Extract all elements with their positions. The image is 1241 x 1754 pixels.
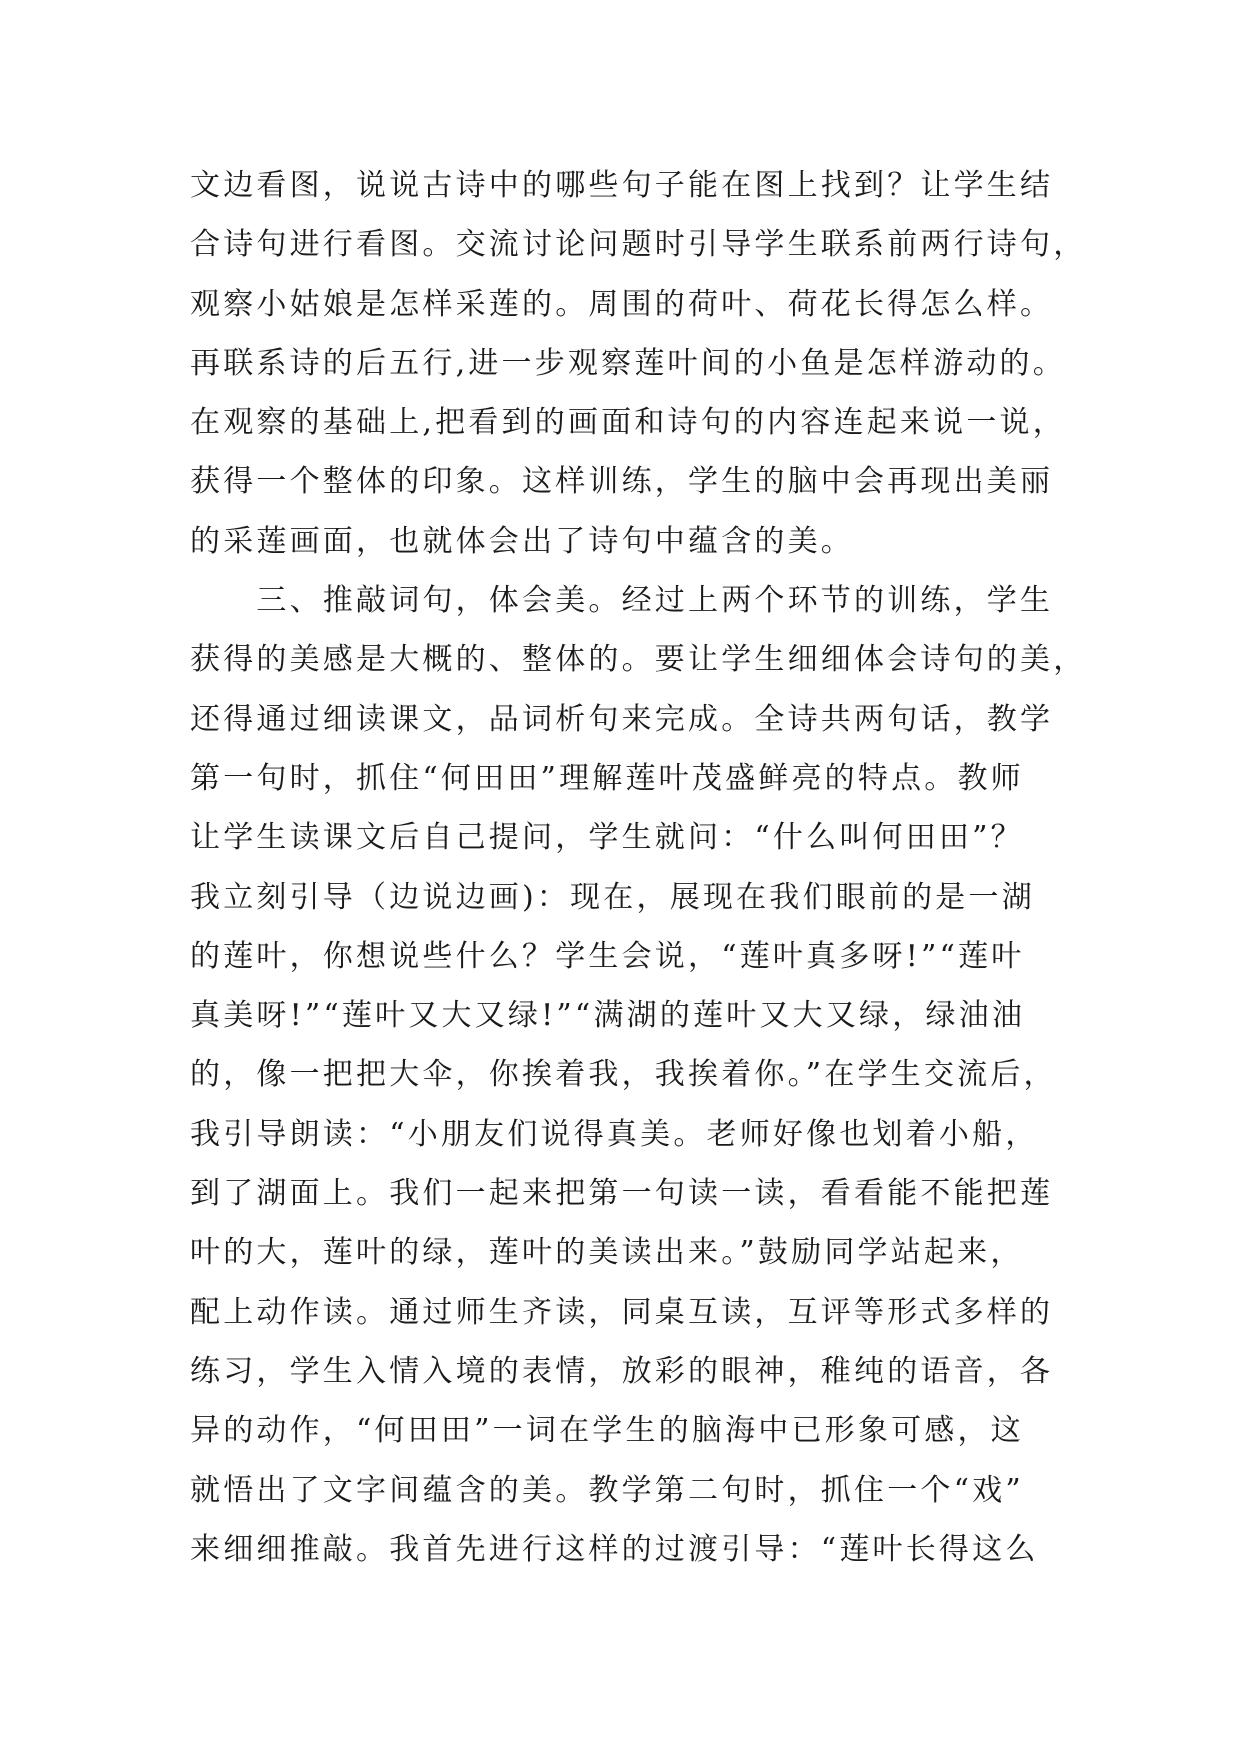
text-line: 文边看图，说说古诗中的哪些句子能在图上找到？让学生结 — [190, 168, 1054, 203]
text-line: 我立刻引导（边说边画)：现在，展现在我们眼前的是一湖 — [190, 879, 1035, 915]
text-line: 观察小姑娘是怎样采莲的。周围的荷叶、荷花长得怎么样。 — [190, 286, 1054, 322]
text-line: 真美呀!”“莲叶又大又绿!”“满湖的莲叶又大又绿，绿油油 — [190, 998, 1026, 1034]
text-line: 的，像一把把大伞，你挨着我，我挨着你。”在学生交流后， — [190, 1057, 1057, 1093]
text-line: 让学生读课文后自己提问，学生就问：“什么叫何田田”？ — [190, 820, 1024, 856]
text-line: 还得通过细读课文，品词析句来完成。全诗共两句话，教学 — [190, 701, 1054, 737]
text-line: 第一句时，抓住“何田田”理解莲叶茂盛鲜亮的特点。教师 — [190, 760, 1024, 796]
text-line: 在观察的基础上,把看到的画面和诗句的内容连起来说一说， — [190, 405, 1066, 441]
text-line: 就悟出了文字间蕴含的美。教学第二句时，抓住一个“戏” — [190, 1472, 1024, 1508]
document-body — [190, 156, 1087, 1579]
text-line: 异的动作，“何田田”一词在学生的脑海中已形象可感，这 — [190, 1413, 1024, 1449]
text-line: 合诗句进行看图。交流讨论问题时引导学生联系前两行诗句， — [190, 227, 1087, 263]
text-line: 到了湖面上。我们一起来把第一句读一读，看看能不能把莲 — [190, 1176, 1054, 1212]
text-line: 获得一个整体的印象。这样训练，学生的脑中会再现出美丽 — [190, 464, 1054, 500]
text-line: 再联系诗的后五行,进一步观察莲叶间的小鱼是怎样游动的。 — [190, 345, 1066, 381]
text-line: 配上动作读。通过师生齐读，同桌互读，互评等形式多样的 — [190, 1294, 1054, 1330]
text-line: 的莲叶，你想说些什么？学生会说，“莲叶真多呀!”“莲叶 — [190, 938, 1025, 974]
text-line: 获得的美感是大概的、整体的。要让学生细细体会诗句的美， — [190, 642, 1087, 678]
text-line: 的采莲画面，也就体会出了诗句中蕴含的美。 — [190, 523, 854, 559]
text-line: 三、推敲词句，体会美。经过上两个环节的训练，学生 — [190, 583, 1054, 619]
text-line: 叶的大，莲叶的绿，莲叶的美读出来。”鼓励同学站起来， — [190, 1235, 1024, 1271]
text-line: 来细细推敲。我首先进行这样的过渡引导：“莲叶长得这么 — [190, 1531, 1039, 1567]
text-line: 练习，学生入情入境的表情，放彩的眼神，稚纯的语音，各 — [190, 1353, 1054, 1389]
text-line: 我引导朗读：“小朋友们说得真美。老师好像也划着小船， — [190, 1116, 1039, 1152]
